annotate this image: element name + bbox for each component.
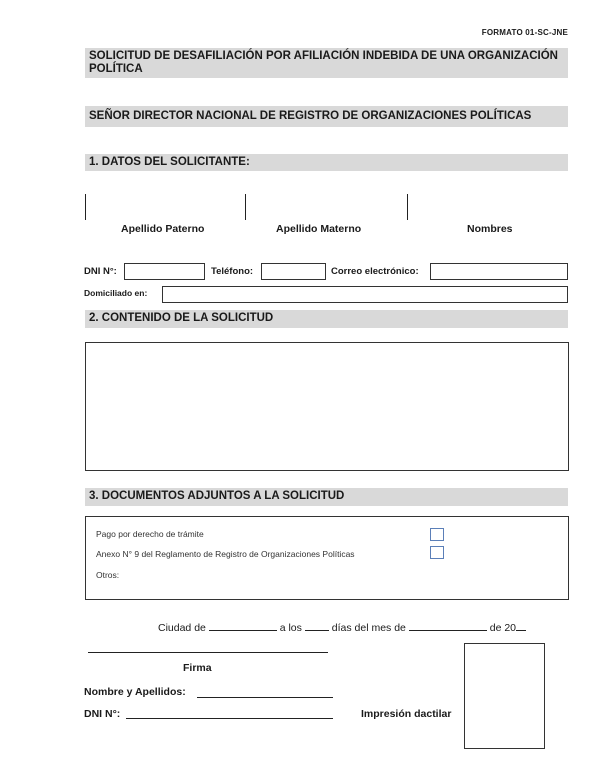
pago-checkbox[interactable] [430, 528, 444, 541]
date-line [158, 620, 526, 634]
form-code: FORMATO 01-SC-JNE [481, 28, 568, 37]
dni-field[interactable] [124, 263, 205, 280]
section-2-heading: 2. CONTENIDO DE LA SOLICITUD [85, 310, 568, 328]
column-divider [407, 194, 408, 220]
dias-label: días del mes de [331, 622, 406, 634]
firma-dni-label: DNI N°: [84, 708, 121, 720]
dia-blank[interactable] [305, 620, 329, 631]
solicitud-content-area[interactable] [85, 342, 569, 471]
doc-item-pago: Pago por derecho de trámite [96, 529, 204, 539]
doc-item-anexo: Anexo N° 9 del Reglamento de Registro de Organizaciones Políticas [96, 549, 355, 559]
correo-field[interactable] [430, 263, 568, 280]
apellido-materno-label: Apellido Materno [276, 223, 362, 235]
domicilio-field[interactable] [162, 286, 568, 303]
ciudad-label: Ciudad de [158, 622, 206, 634]
signature-line[interactable] [88, 652, 328, 653]
ciudad-blank[interactable] [209, 620, 277, 631]
apellido-paterno-label: Apellido Paterno [121, 223, 205, 235]
addressee-heading: SEÑOR DIRECTOR NACIONAL DE REGISTRO DE ORGANIZACIONES POLÍTICAS [85, 106, 568, 127]
telefono-label: Teléfono: [211, 266, 254, 277]
domicilio-label: Domiciliado en: [84, 288, 148, 298]
firma-label: Firma [183, 662, 212, 674]
form-title: SOLICITUD DE DESAFILIACIÓN POR AFILIACIÓN INDEBIDA DE UNA ORGANIZACIÓN POLÍTICA [85, 48, 568, 78]
section-1-heading: 1. DATOS DEL SOLICITANTE: [85, 154, 568, 171]
impresion-dactilar-label: Impresión dactilar [361, 708, 452, 720]
a-los-label: a los [279, 622, 302, 634]
nombre-line[interactable] [197, 697, 333, 698]
column-divider [85, 194, 86, 220]
section-3-heading: 3. DOCUMENTOS ADJUNTOS A LA SOLICITUD [85, 488, 568, 506]
column-divider [245, 194, 246, 220]
anio-blank[interactable] [516, 620, 526, 631]
nombre-apellidos-label: Nombre y Apellidos: [84, 686, 186, 698]
firma-dni-line[interactable] [126, 718, 333, 719]
fingerprint-box[interactable] [464, 643, 545, 749]
telefono-field[interactable] [261, 263, 326, 280]
de-20-label: de 20 [489, 622, 517, 634]
anexo-checkbox[interactable] [430, 546, 444, 559]
doc-item-otros: Otros: [96, 570, 120, 580]
correo-label: Correo electrónico: [331, 266, 419, 277]
mes-blank[interactable] [409, 620, 487, 631]
dni-label: DNI N°: [84, 266, 117, 277]
nombres-label: Nombres [467, 223, 513, 235]
